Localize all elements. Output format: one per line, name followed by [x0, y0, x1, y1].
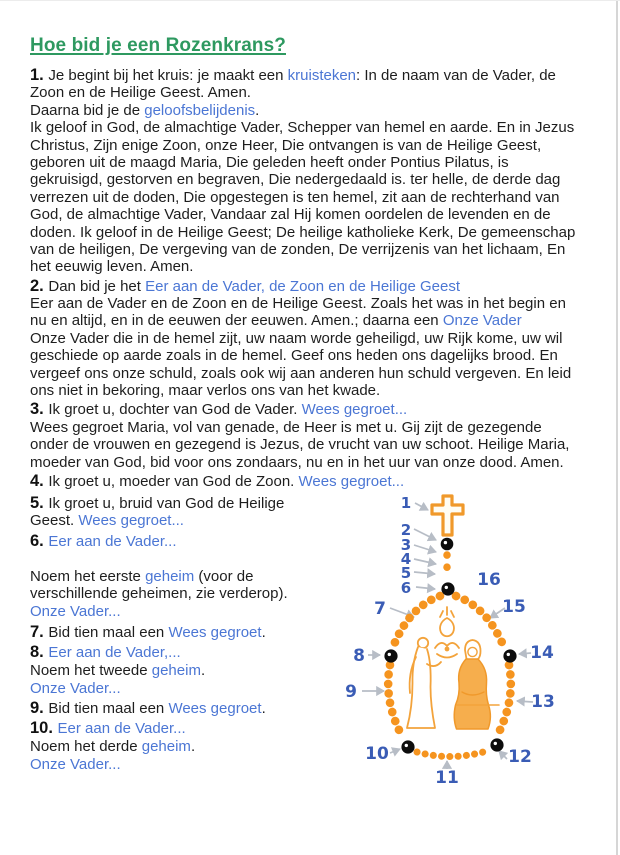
text-line: [30, 278, 602, 295]
body-text: Geest.: [30, 512, 79, 530]
text-line: [30, 662, 360, 680]
body-text: verrezen uit de doden, Die opgestegen is ten hemel, zit aan de rechterhand van: [30, 188, 560, 206]
diagram-label-1: 1: [400, 494, 412, 512]
hyperlink[interactable]: geheim: [145, 567, 195, 585]
step-number: 9.: [30, 698, 49, 717]
body-text: .: [200, 661, 206, 679]
diagram-label-4: 4: [400, 550, 412, 568]
body-text: gekruisigd, gestorven en begraven, Die nedergedaald is. ter helle, de derde dag: [30, 171, 561, 189]
body-text: .: [255, 101, 260, 119]
hyperlink[interactable]: Wees gegroet...: [301, 401, 408, 419]
diagram-label-6: 6: [400, 579, 412, 597]
text-line: [30, 436, 602, 453]
step-number: 4.: [30, 471, 49, 490]
body-text: (voor de: [194, 567, 254, 585]
text-line: [30, 738, 360, 756]
body-text: Wees gegroet Maria, vol van genade, de Heer is met u. Gij zijt de gezegende: [30, 418, 542, 436]
step-number: 6.: [30, 531, 49, 550]
step-number: 1.: [30, 66, 49, 84]
body-text: geschiede op aarde zoals in de hemel. Geef ons heden ons dagelijks brood. En: [30, 347, 558, 365]
step-number: 2.: [30, 276, 49, 295]
body-text: .: [261, 623, 266, 641]
step-number: 3.: [30, 400, 49, 419]
body-text: van de heiligen, De vergeving van de zonden, De verrijzenis van het lichaam, En: [30, 240, 566, 258]
body-text: vergeef ons onze schuld, zoals ook wij aan anderen hun schuld vergeven. En leid: [30, 364, 572, 382]
text-line: [30, 206, 602, 223]
hyperlink[interactable]: Onze Vader...: [30, 755, 121, 773]
body-text: onder de vrouwen en gezegend is Jezus, de vrucht van uw schoot. Heilige Maria,: [30, 436, 570, 454]
bead-12: [490, 738, 503, 751]
body-text: geboren uit de maagd Maria, Die geleden heeft onder Pontius Pilatus, is: [30, 153, 509, 171]
hyperlink[interactable]: Eer aan de Vader, de Zoon en de Heilige Geest: [145, 277, 461, 295]
body-text: Noem het derde: [30, 738, 142, 756]
hyperlink[interactable]: Wees gegroet: [168, 699, 262, 717]
body-text: Je begint bij het kruis: je maakt een: [48, 67, 288, 84]
angel-figure: [407, 638, 441, 728]
body-text: nu en altijd, en in de eeuwen der eeuwen. Amen.; daarna een: [30, 312, 443, 330]
text-line: [30, 330, 602, 347]
mary-figure: [454, 640, 499, 729]
body-text: moeder van God, bid voor ons zondaars, nu en in het uur van onze dood. Amen.: [30, 453, 564, 471]
text-line: [30, 84, 602, 101]
text-line: [30, 568, 360, 586]
body-text: het eeuwig leven. Amen.: [30, 258, 194, 276]
body-text: Eer aan de Vader en de Zoon en de Heilige Geest. Zoals het was in het begin en: [30, 295, 566, 313]
body-text: ons niet in bekoring, maar verlos ons van het kwade.: [30, 382, 381, 400]
text-line: [30, 533, 360, 551]
diagram-label-10: 10: [365, 744, 389, 764]
text-line: [30, 295, 602, 312]
diagram-label-14: 14: [530, 643, 554, 663]
hyperlink[interactable]: Onze Vader: [442, 312, 522, 330]
page-title: Hoe bid je een Rozenkrans?: [30, 35, 286, 56]
body-text: Ik groet u, bruid van God de Heilige: [48, 494, 285, 512]
text-line: [30, 137, 602, 154]
text-line: [30, 585, 360, 603]
diagram-label-2: 2: [400, 521, 412, 539]
diagram-label-3: 3: [400, 536, 412, 554]
text-line: [30, 365, 602, 382]
diagram-label-16: 16: [477, 570, 501, 590]
text-line: [30, 473, 602, 490]
body-text: Ik groet u, moeder van God de Zoon.: [48, 472, 299, 490]
hyperlink[interactable]: Eer aan de Vader...: [57, 720, 186, 738]
text-line: [30, 720, 360, 738]
body-text: Onze Vader die in de hemel zijt, uw naam worde geheiligd, uw Rijk kome, uw wil: [30, 329, 563, 347]
text-block-left-column: [30, 492, 360, 774]
text-line: [30, 680, 360, 698]
bead-10: [401, 740, 414, 753]
text-line: [30, 154, 602, 171]
bead-6: [441, 582, 454, 595]
text-line: [30, 258, 602, 275]
text-line: [30, 756, 360, 774]
page-edge-divider: [616, 1, 618, 855]
body-text: Noem het eerste: [30, 567, 146, 585]
text-line: [30, 241, 602, 258]
diagram-label-9: 9: [345, 682, 357, 702]
text-line: [30, 700, 360, 718]
text-line: [30, 102, 602, 119]
body-text: Dan bid je het: [48, 277, 146, 295]
body-text: .: [190, 738, 196, 756]
step-number: 10.: [30, 719, 58, 738]
diagram-label-13: 13: [531, 692, 555, 712]
hyperlink[interactable]: Wees gegroet: [168, 623, 262, 641]
hyperlink[interactable]: Onze Vader...: [30, 603, 121, 621]
bead-8: [384, 649, 397, 662]
hyperlink[interactable]: Eer aan de Vader,...: [48, 643, 181, 661]
body-text: Daarna bid je de: [30, 101, 145, 119]
diagram-label-11: 11: [435, 768, 459, 788]
step-number: 8.: [30, 642, 49, 661]
cross-icon: [432, 496, 463, 535]
text-line: [30, 512, 360, 530]
bead-chain: [388, 596, 511, 757]
text-line: [30, 189, 602, 206]
hyperlink[interactable]: Wees gegroet...: [78, 512, 184, 530]
diagram-label-5: 5: [400, 564, 412, 582]
diagram-label-12: 12: [508, 747, 532, 767]
body-text: God, de almachtige Vader, Vandaar zal Hij komen oordelen de levenden en de: [30, 206, 551, 224]
text-line: [30, 347, 602, 364]
text-line: [30, 644, 360, 662]
text-line: [30, 224, 602, 241]
text-line: [30, 382, 602, 399]
annunciation-scene: [407, 607, 499, 729]
body-text: doden. Ik geloof in de Heilige Geest; De heilige katholieke Kerk, De gemeenschap: [30, 223, 576, 241]
body-text: .: [261, 699, 266, 717]
pointer-arrows: [362, 503, 533, 769]
blank-line: [30, 551, 360, 568]
text-line: [30, 119, 602, 136]
hyperlink[interactable]: Eer aan de Vader...: [48, 532, 177, 550]
text-line: [30, 171, 602, 188]
text-line: [30, 454, 602, 471]
text-line: [30, 624, 360, 642]
body-text: verschillende geheimen, zie verderop).: [30, 585, 288, 603]
text-line: [30, 67, 602, 84]
body-text: Zoon en de Heilige Geest. Amen.: [30, 84, 251, 102]
lily-icon: [440, 607, 454, 636]
body-text: Bid tien maal een: [48, 623, 169, 641]
text-line: [30, 401, 602, 418]
body-text: : In de naam van de Vader, de: [356, 67, 556, 84]
diagram-label-8: 8: [353, 646, 365, 666]
body-text: Bid tien maal een: [48, 699, 169, 717]
text-line: [30, 419, 602, 436]
body-text: Christus, Zijn enige Zoon, onze Heer, Die ontvangen is van de Heilige Geest,: [30, 136, 542, 154]
text-line: [30, 603, 360, 621]
hyperlink[interactable]: geheim: [151, 661, 201, 679]
text-line: [30, 312, 602, 329]
dove-icon: [435, 643, 459, 658]
diagram-label-15: 15: [502, 597, 526, 617]
hyperlink[interactable]: geloofsbelijdenis: [144, 101, 256, 119]
hyperlink[interactable]: geheim: [141, 738, 191, 756]
body-text: Ik groet u, dochter van God de Vader.: [48, 401, 302, 419]
hyperlink[interactable]: Wees gegroet...: [298, 472, 405, 490]
hyperlink[interactable]: Onze Vader...: [30, 679, 121, 697]
bead-14: [503, 649, 516, 662]
step-number: 5.: [30, 493, 49, 512]
bead-2: [441, 538, 454, 551]
step-number: 7.: [30, 622, 49, 641]
hyperlink[interactable]: kruisteken: [287, 67, 357, 84]
text-line: [30, 495, 360, 513]
diagram-label-7: 7: [374, 599, 386, 619]
body-text: Ik geloof in God, de almachtige Vader, Schepper van hemel en aarde. En in Jezus: [30, 119, 575, 137]
body-text: Noem het tweede: [30, 661, 152, 679]
text-block-main: [30, 65, 602, 490]
